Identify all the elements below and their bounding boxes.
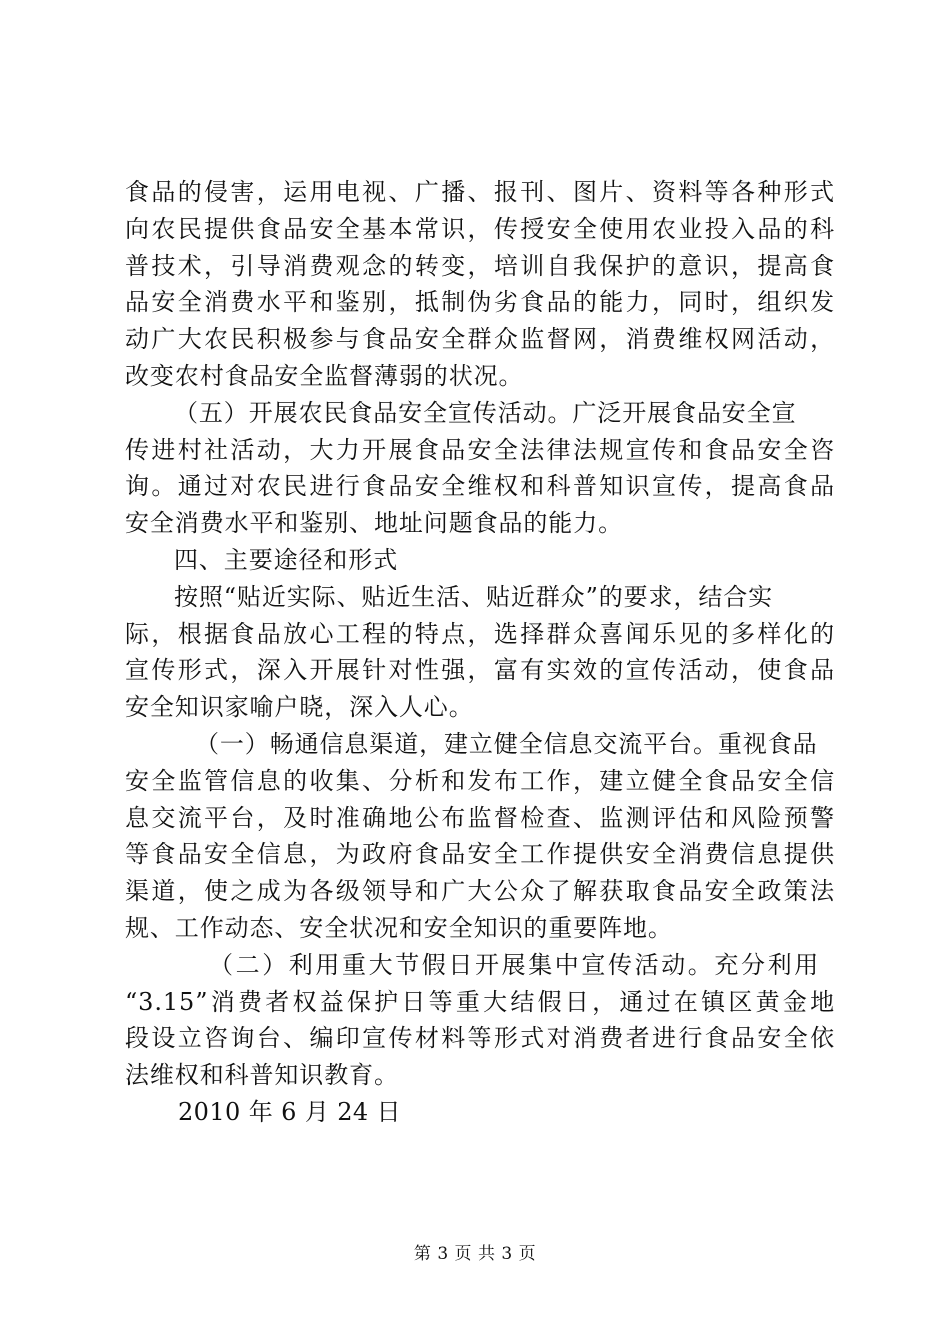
text-line: 安全知识家喻户晓，深入人心。 [125,693,474,722]
section-heading-5: （五）开展农民食品安全宣传活动。广泛开展食品安全宣 [174,398,797,427]
text-line: 向农民提供食品安全基本常识，传授安全使用农业投入品的科 [125,214,835,243]
text-line: 改变农村食品安全监督薄弱的状况。 [125,361,524,390]
text-line: 段设立咨询台、编印宣传材料等形式对消费者进行食品安全依 [125,1024,835,1053]
text-line: 际，根据食品放心工程的特点，选择群众喜闻乐见的多样化的 [125,619,835,648]
text-line: “3.15”消费者权益保护日等重大结假日，通过在镇区黄金地 [125,987,835,1016]
text-line: 安全监管信息的收集、分析和发布工作，建立健全食品安全信 [125,766,835,795]
text-line: 动广大农民积极参与食品安全群众监督网，消费维权网活动， [125,325,835,354]
text-line: 食品的侵害，运用电视、广播、报刊、图片、资料等各种形式 [125,178,835,206]
page-footer: 第 3 页 共 3 页 [413,1244,537,1264]
text-line: 询。通过对农民进行食品安全维权和科普知识宣传，提高食品 [125,472,835,501]
text-line: 等食品安全信息，为政府食品安全工作提供安全消费信息提供 [125,840,835,869]
text-line: 普技术，引导消费观念的转变，培训自我保护的意识，提高食 [125,251,835,280]
text-line: 规、工作动态、安全状况和安全知识的重要阵地。 [125,913,673,942]
text-line: 安全消费水平和鉴别、地址问题食品的能力。 [125,509,623,538]
section-heading-1: （一）畅通信息渠道，建立健全信息交流平台。重视食品 [195,729,818,758]
section-heading-4: 四、主要途径和形式 [174,545,399,574]
text-line: 法维权和科普知识教育。 [125,1061,399,1090]
text-line: 宣传形式，深入开展针对性强，富有实效的宣传活动，使食品 [125,656,835,685]
document-date: 2010 年 6 月 24 日 [178,1097,402,1126]
text-line: 品安全消费水平和鉴别，抵制伪劣食品的能力，同时，组织发 [125,288,835,317]
text-line: 渠道，使之成为各级领导和广大公众了解获取食品安全政策法 [125,877,835,906]
section-heading-2: （二）利用重大节假日开展集中宣传活动。充分利用 [209,950,821,979]
text-line: 传进村社活动，大力开展食品安全法律法规宣传和食品安全咨 [125,435,835,464]
text-line: 息交流平台，及时准确地公布监督检查、监测评估和风险预警 [125,803,835,832]
body-text [125,174,835,1131]
text-line: 按照“贴近实际、贴近生活、贴近群众”的要求，结合实 [174,582,774,611]
